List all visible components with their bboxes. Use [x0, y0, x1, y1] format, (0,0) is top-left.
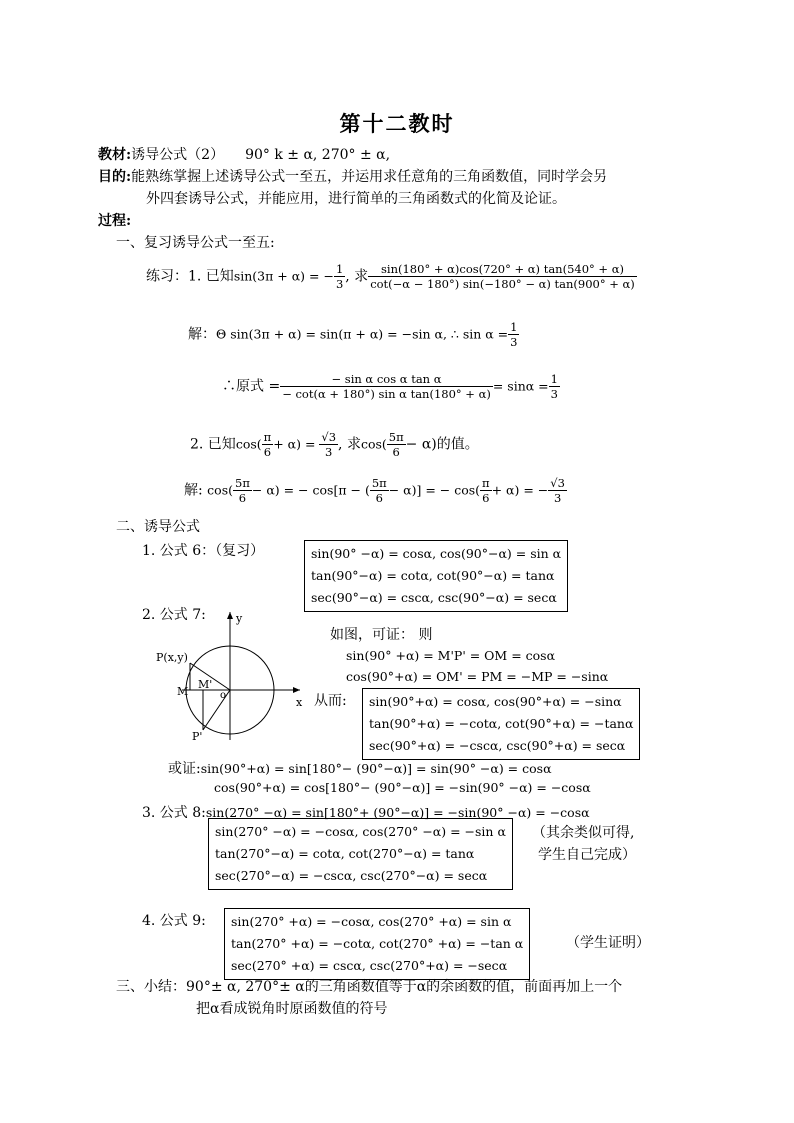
ex1-given-frac: [334, 262, 345, 291]
textbook-line: [98, 144, 390, 164]
formula-line: sec(270°−α) = −cscα, csc(270°−α) = secα: [215, 868, 488, 883]
formula9-note: （学生证明）: [566, 935, 650, 951]
formula6-box: [304, 540, 568, 612]
label-P: P(x,y): [156, 651, 188, 664]
or-label: 或证:: [168, 761, 201, 777]
goal-text-2: 外四套诱导公式，并能应用，进行简单的三角函数式的化简及论证。: [146, 191, 566, 207]
formula9-label: 4. 公式 9:: [142, 913, 206, 929]
sol1-line2-frac: [280, 372, 493, 401]
formula7-label: 2. 公式 7:: [142, 607, 206, 623]
ex1-mid: , 求: [345, 268, 369, 285]
formula-line: sin(270° −α) = −cosα, cos(270° −α) = −sin α: [215, 824, 506, 839]
ex1-prefix: 练习：1. 已知: [146, 268, 234, 285]
formula-line: sec(90°−α) = cscα, csc(90°−α) = secα: [311, 590, 557, 605]
formula-line: tan(270°−α) = cotα, cot(270°−α) = tanα: [215, 846, 475, 861]
unit-circle-diagram: [150, 608, 310, 748]
frac-num: √3: [321, 430, 337, 444]
formula8-label: 3. 公式 8:: [142, 805, 206, 821]
frac-den: − cot(α + 180°) sin α tan(180° + α): [282, 387, 491, 401]
section1-heading: 一、复习诱导公式一至五:: [116, 235, 275, 251]
goal-line1: [98, 166, 607, 186]
frac-den: 6: [238, 491, 247, 505]
proof-line-1: sin(90° +α) = M'P' = OM = cosα: [346, 648, 556, 663]
frac-num: − sin α cos α tan α: [280, 372, 493, 387]
ex2-frac-root3: [319, 430, 338, 459]
label-y: y: [236, 612, 243, 625]
ex2-ask: , 求: [338, 436, 361, 453]
frac-num: 5π: [371, 476, 387, 490]
sol2-label: 解:: [184, 482, 203, 499]
ex1-target-frac: [368, 262, 637, 291]
page-title: 第十二教时: [339, 111, 455, 136]
sol2-frac-1: [233, 476, 252, 505]
frac-num: 1: [335, 262, 344, 276]
sol1-line2-mid: = sinα =: [492, 378, 549, 394]
formula9-box: [224, 908, 530, 980]
exercise-1: [146, 262, 637, 291]
label-x: x: [296, 696, 303, 709]
summary-line-1: 三、小结：90°± α, 270°± α的三角函数值等于α的余函数的值，前面再加上一个: [116, 979, 623, 995]
ex2-frac-pi6: [262, 430, 274, 459]
solution-1-line1: [188, 320, 519, 349]
frac-den: 3: [553, 491, 562, 505]
thus-label: 从而:: [314, 693, 347, 709]
label-Mp: M': [198, 678, 213, 691]
ex2-ask-tail: − α)的值。: [405, 436, 479, 453]
formula6-label: 1. 公式 6：（复习）: [142, 543, 265, 559]
section2-heading: 二、诱导公式: [116, 519, 200, 535]
frac-den: 3: [335, 277, 344, 291]
formula-line: tan(90°+α) = −cotα, cot(90°+α) = −tanα: [369, 716, 634, 731]
frac-num: 5π: [235, 476, 250, 490]
frac-den: cot(−α − 180°) sin(−180° − α) tan(900° + α): [370, 277, 635, 291]
formula8-intro: sin(270° −α) = sin[180°+ (90°−α)] = −sin(90° −α) = −cosα: [205, 805, 590, 820]
ex2-plus: + α) =: [273, 436, 320, 452]
ex1-given: sin(3π + α) = −: [233, 268, 334, 284]
sol1-frac: [508, 320, 519, 349]
alt-proof-line-1: [168, 758, 552, 778]
formula-line: tan(90°−α) = cotα, cot(90°−α) = tanα: [311, 568, 555, 583]
textbook-value: 诱导公式（2） 90° k ± α, 270° ± α,: [131, 147, 391, 163]
frac-num: π: [263, 430, 272, 444]
frac-den: 3: [325, 445, 333, 459]
summary-line-2: 把α看成锐角时原函数值的符号: [196, 1001, 388, 1017]
label-Pp: P': [192, 730, 203, 743]
ex2-cos: cos(: [235, 436, 262, 452]
frac-den: 3: [510, 335, 518, 349]
formula-line: sec(90°+α) = −cscα, csc(90°+α) = secα: [369, 738, 626, 753]
sol1-label: 解：: [188, 326, 216, 343]
sol2-a: cos(: [207, 482, 233, 498]
label-O: o: [220, 690, 227, 701]
ex2-prefix: 2. 已知: [190, 436, 236, 453]
sol1-line2-res-frac: [549, 372, 560, 401]
frac-num: √3: [550, 476, 565, 490]
process-label: 过程:: [98, 213, 132, 229]
formula-line: tan(270° +α) = −cotα, cot(270° +α) = −tan α: [231, 936, 524, 951]
or-line1: sin(90°+α) = sin[180°− (90°−α)] = sin(90° −α) = cosα: [200, 761, 552, 776]
frac-den: 6: [263, 445, 272, 459]
proof-line-2: cos(90°+α) = OM' = PM = −MP = −sinα: [346, 669, 609, 684]
frac-den: 3: [550, 387, 558, 401]
formula-line: sin(90°+α) = cosα, cos(90°+α) = −sinα: [369, 694, 622, 709]
frac-num: 5π: [388, 430, 404, 444]
sol2-frac-4: [548, 476, 567, 505]
ex2-frac-5pi6: [387, 430, 406, 459]
proof-intro: 如图，可证： 则: [330, 627, 433, 643]
label-M: M: [177, 685, 189, 698]
formula-line: sec(270° +α) = cscα, csc(270°+α) = −secα: [231, 958, 508, 973]
sol2-b: − α) = − cos[π − (: [251, 482, 370, 498]
formula7-box: [362, 688, 640, 760]
frac-num: π: [482, 476, 490, 490]
formula-line: sin(270° +α) = −cosα, cos(270° +α) = sin α: [231, 914, 512, 929]
sol2-frac-2: [370, 476, 389, 505]
alt-proof-line-2: cos(90°+α) = cos[180°− (90°−α)] = −sin(90° −α) = −cosα: [214, 780, 591, 795]
frac-num: sin(180° + α)cos(720° + α) tan(540° + α): [368, 262, 637, 277]
textbook-label: 教材:: [98, 147, 132, 163]
formula-line: sin(90° −α) = cosα, cos(90°−α) = sin α: [311, 546, 562, 561]
frac-num: 1: [550, 372, 558, 386]
exercise-2: [190, 430, 479, 459]
y-axis-arrow-icon: [227, 612, 233, 619]
sol2-frac-3: [480, 476, 492, 505]
formula8-note-2: 学生自己完成）: [538, 847, 636, 863]
sol1-text: Θ sin(3π + α) = sin(π + α) = −sin α, ∴ sin α =: [216, 326, 509, 342]
frac-den: 6: [375, 491, 383, 505]
sol2-c: − α)] = − cos(: [388, 482, 481, 498]
sol2-d: + α) = −: [491, 482, 549, 498]
solution-2: [184, 476, 567, 505]
goal-label: 目的:: [98, 169, 132, 185]
frac-den: 6: [392, 445, 400, 459]
x-axis-arrow-icon: [293, 687, 300, 693]
formula8-note-1: （其余类似可得,: [532, 825, 635, 841]
solution-1-line2: [222, 372, 560, 401]
sol1-line2-prefix: ∴原式 =: [222, 378, 281, 395]
frac-den: 6: [482, 491, 490, 505]
formula8-box: [208, 818, 513, 890]
frac-num: 1: [510, 320, 518, 334]
goal-text-1: 能熟练掌握上述诱导公式一至五，并运用求任意角的三角函数值，同时学会另: [131, 169, 608, 185]
ex2-cos-2: cos(: [360, 436, 387, 452]
